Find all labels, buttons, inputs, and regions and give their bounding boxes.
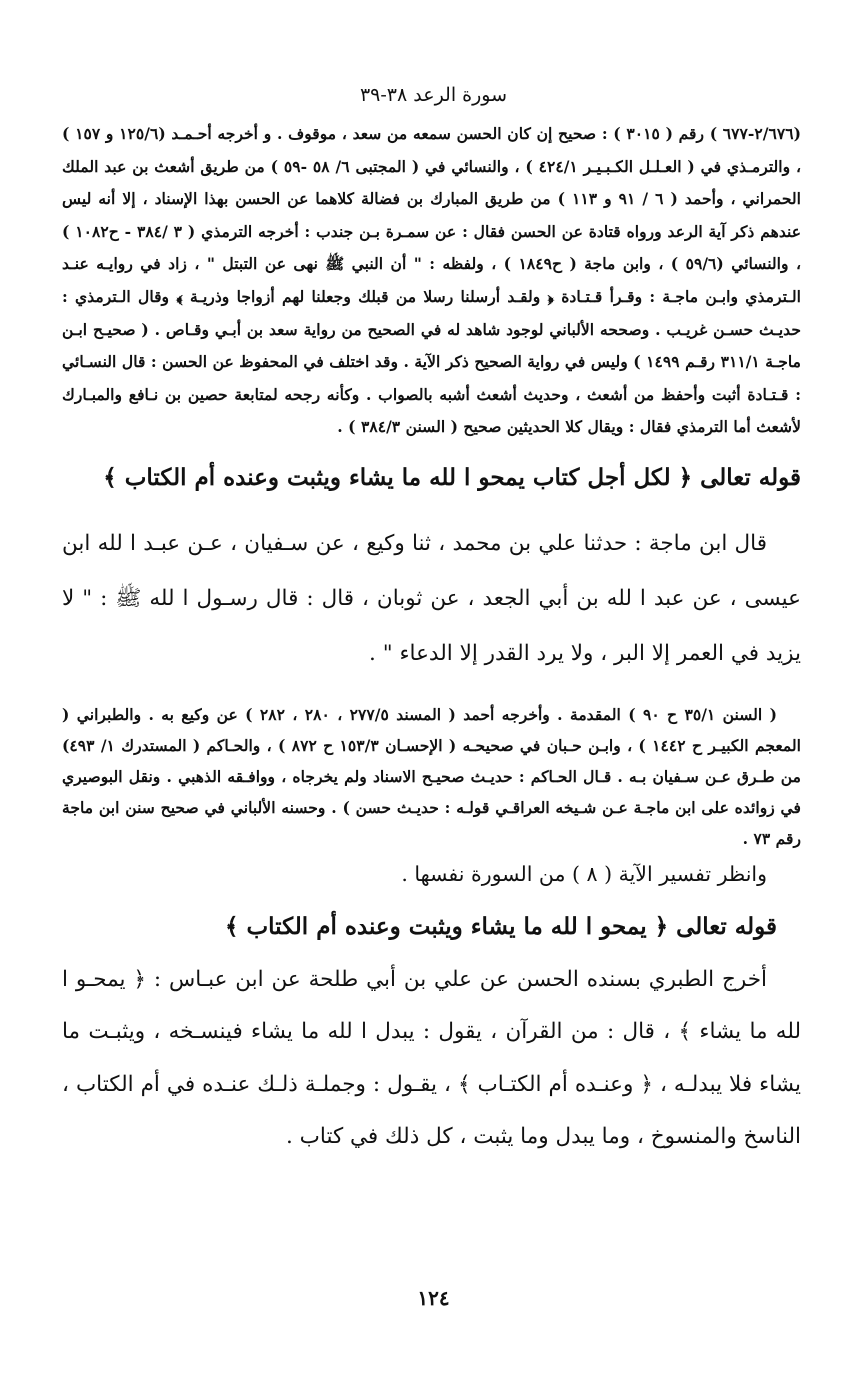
page-number: ١٢٤: [417, 1286, 450, 1310]
verse-heading-1: قوله تعالى ﴿ لكل أجل كتاب يمحو ا لله ما يشاء ويثبت وعنده أم الكتاب ﴾: [103, 463, 801, 491]
tafsir-paragraph: أخرج الطبري بسنده الحسن عن علي بن أبي طلحة عن ابن عبـاس : ﴿ يمحـو ا لله ما يشاء ﴾ ، قال : من القرآن ، يقول : يبدل ا لله ما يشاء فينسـخه ، ويثبـت ما يشاء فلا يبدلـه ، ﴿ وعنـده أم الكتـاب ﴾ ، يقـول : وجملـة ذلـك عنـده في أم الكتاب ، الناسخ والمنسوخ ، وما يبدل وما يثبت ، كل ذلك في كتاب .: [62, 966, 801, 1150]
cross-reference: وانظر تفسير الآية ( ٨ ) من السورة نفسها .: [401, 861, 767, 886]
hadith-paragraph: قال ابن ماجة : حدثنا علي بن محمد ، ثنا وكيع ، عن سـفيان ، عـن عبـد ا لله ابن عيسى ، عن عبد ا لله بن أبي الجعد ، عن ثوبان ، قال : قال رسـول ا لله ﷺ : " لا يزيد في العمر إلا البر ، ولا يرد القدر إلا الدعاء " .: [62, 530, 801, 666]
page-body: [62, 118, 801, 1164]
footnote-hadith-takhrij: (٢/٦٧٦-٦٧٧ ) رقم ( ٣٠١٥ ) : صحيح إن كان الحسن سمعه من سعد ، موقوف . و أخرجه أحـمـد (١٢٥/٦ و ١٥٧ ) ، والترمـذي في ( العـلـل الكـبـيـر ٤٢٤/١ ) ، والنسائي في ( المجتبى ٦/ ٥٨ -٥٩ ) من طريق أشعث بن عبد الملك الحمراني ، وأحمد ( ٦ / ٩١ و ١١٣ ) من طريق المبارك بن فضالة كلاهما عن الحسن بهذا الإسناد ، إلا أنه ليس عندهم ذكر آية الرعد ورواه قتادة عن الحسن فقال : عن سمـرة بـن جندب : أخرجه الترمذي ( ٣ /٣٨٤ - ح١٠٨٢ ) ، والنسائي (٥٩/٦ ) ، وابن ماجة ( ح١٨٤٩ ) ، ولفظه : " أن النبي ﷺ نهى عن التبتل " ، زاد في روايـه عنـد الـترمذي وابـن ماجـة : وقـرأ قـتـادة ﴿ ولقـد أرسلنا رسلا من قبلك وجعلنا لهم أزواجا وذريـة ﴾ وقال الـترمذي : حديـث حسـن غريـب . وصححه الألباني لوجود شاهد له في الصحيح من رواية سعد بن أبـي وقـاص . ( صحيـح ابـن ماجـة ٣١١/١ رقـم ١٤٩٩ ) وليس في رواية الصحيح ذكر الآية . وقد اختلف في المحفوظ عن الحسن : قال النسـائي : قـتـادة أثبت وأحفظ من أشعث ، وحديث أشعث أشبه بالصواب . وكأنه رجحه لمتابعة حصين بن نـافع والمبـارك لأشعث أما الترمذي فقال : ويقال كلا الحديثين صحيح ( السنن ٣٨٤/٣ ) .: [62, 124, 802, 437]
footnote-sources: ( السنن ٣٥/١ ح ٩٠ ) المقدمة . وأخرجه أحمد ( المسند ٢٧٧/٥ ، ٢٨٠ ، ٢٨٢ ) عن وكيع به . والطبراني ( المعجم الكبيـر ح ١٤٤٢ ) ، وابـن حـبان في صحيحـه ( الإحسـان ١٥٣/٣ ح ٨٧٢ ) ، والحـاكم ( المستدرك ١/ ٤٩٣) من طـرق عـن سـفيان بـه . قـال الحـاكم : حديـث صحيـح الاسناد ولم يخرجاه ، ووافـقه الذهبي . ونقل البوصيري في زوائده على ابن ماجـة عـن شـيخه العراقـي قولـه : حديـث حسن ) . وحسنه الألباني في صحيح سنن ابن ماجة رقم ٧٣ .: [62, 704, 802, 848]
verse-heading-2: قوله تعالى ﴿ يمحو ا لله ما يشاء ويثبت وعنده أم الكتاب ﴾: [225, 912, 777, 940]
running-header: سورة الرعد ٣٨-٣٩: [359, 84, 508, 106]
